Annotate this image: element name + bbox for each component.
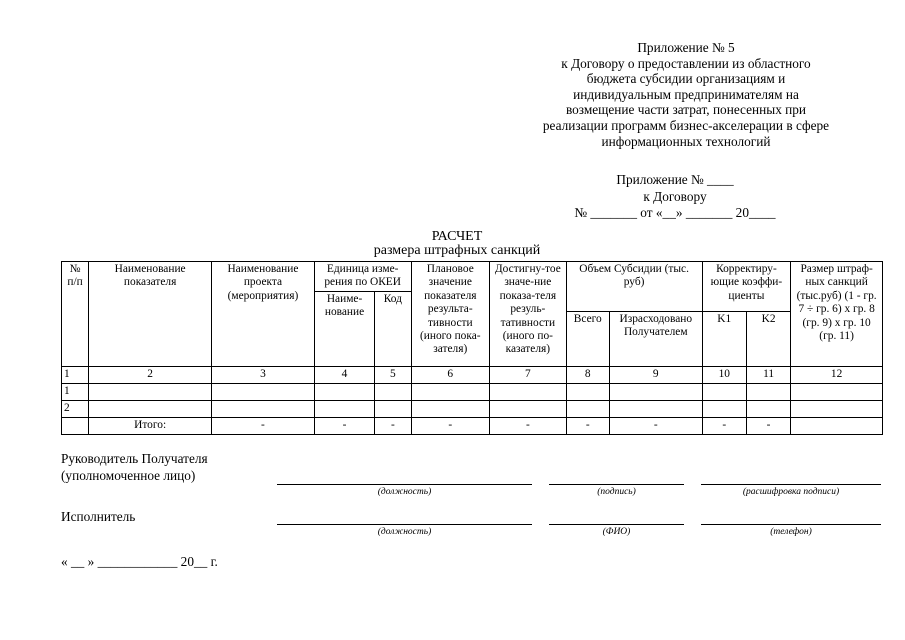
annex-line: реализации программ бизнес-акселерации в сфере (542, 117, 830, 133)
table-cell[interactable] (746, 383, 790, 400)
head-decoding-caption: (расшифровка подписи) (742, 487, 840, 497)
total-cell: - (566, 417, 609, 434)
header-no: № п/п (62, 262, 89, 367)
annex-contract-header (545, 172, 805, 222)
table-cell[interactable] (609, 400, 702, 417)
total-label: Итого: (89, 417, 212, 434)
total-cell: - (490, 417, 567, 434)
head-signature-caption: (подпись) (597, 487, 636, 497)
executor-phone-line[interactable] (701, 524, 881, 525)
header-subsidy-spent: Израсходовано Получателем (609, 311, 702, 366)
table-cell (791, 417, 883, 434)
executor-position-line[interactable] (277, 524, 532, 525)
row-number: 1 (62, 383, 89, 400)
total-cell: - (746, 417, 790, 434)
annex-contract-date: № _______ от «__» _______ 20____ (574, 205, 776, 220)
table-cell[interactable] (411, 383, 490, 400)
table-cell[interactable] (314, 400, 374, 417)
column-number: 12 (791, 366, 883, 383)
total-cell: - (411, 417, 490, 434)
header-k1: K1 (702, 311, 746, 366)
header-unit-code: Код (375, 291, 411, 366)
header-unit-name: Наиме-нование (314, 291, 374, 366)
table-cell[interactable] (411, 400, 490, 417)
header-indicator-name: Наименование показателя (89, 262, 212, 367)
total-cell: - (375, 417, 411, 434)
column-number: 9 (609, 366, 702, 383)
table-cell[interactable] (212, 400, 315, 417)
header-unit-group: Единица изме-рения по ОКЕИ (314, 262, 411, 292)
column-number: 8 (566, 366, 609, 383)
annex-line: к Договору о предоставлении из областного (561, 55, 811, 71)
annex-contract-ref: к Договору (643, 188, 707, 204)
column-number: 5 (375, 366, 411, 383)
header-subsidy-group: Объем Субсидии (тыс. руб) (566, 262, 702, 312)
table-cell[interactable] (566, 400, 609, 417)
executor-name-caption: (ФИО) (602, 527, 631, 537)
column-number: 11 (746, 366, 790, 383)
header-achieved: Достигну-тое значе-ние показа-теля резуль-тативности (иного по-казателя) (490, 262, 567, 367)
table-cell[interactable] (702, 383, 746, 400)
head-signature-line[interactable] (549, 484, 684, 485)
annex-contract-number: Приложение № ____ (616, 172, 734, 187)
header-penalty: Размер штраф-ных санкций (тыс.руб) (1 - гр. 7 ÷ гр. 6) x гр. 8 (гр. 9) x гр. 10 (гр. 11) (791, 262, 883, 367)
total-cell: - (314, 417, 374, 434)
title-line-1: РАСЧЕТ (431, 229, 483, 244)
head-label-line-1: Руководитель Получателя (61, 451, 208, 466)
header-planned: Плановое значение показателя результа-тивности (иного пока-зателя) (411, 262, 490, 367)
title-line-2: размера штрафных санкций (373, 243, 541, 258)
executor-position-caption: (должность) (377, 527, 432, 537)
annex-line: Приложение № 5 (637, 40, 735, 55)
header-coef-group: Корректиру-ющие коэффи-циенты (702, 262, 791, 312)
column-number: 3 (212, 366, 315, 383)
table-cell[interactable] (490, 400, 567, 417)
head-position-line[interactable] (277, 484, 532, 485)
head-decoding-line[interactable] (701, 484, 881, 485)
column-number: 10 (702, 366, 746, 383)
table-cell[interactable] (212, 383, 315, 400)
table-cell[interactable] (566, 383, 609, 400)
table-cell[interactable] (89, 383, 212, 400)
column-number: 4 (314, 366, 374, 383)
total-row (62, 417, 883, 434)
date-line: « __ » ____________ 20__ г. (61, 554, 218, 569)
table-cell[interactable] (375, 400, 411, 417)
table-cell (62, 417, 89, 434)
table-cell[interactable] (791, 400, 883, 417)
head-label-line-2: (уполномоченное лицо) (61, 467, 196, 483)
annex-main-header (508, 40, 864, 149)
table-cell[interactable] (375, 383, 411, 400)
column-number: 6 (411, 366, 490, 383)
table-cell[interactable] (609, 383, 702, 400)
table-cell[interactable] (314, 383, 374, 400)
executor-label: Исполнитель (61, 509, 136, 524)
annex-line: индивидуальным предпринимателям на (573, 86, 799, 102)
executor-phone-caption: (телефон) (770, 527, 812, 537)
table-row (62, 383, 883, 400)
header-subsidy-total: Всего (566, 311, 609, 366)
table-cell[interactable] (746, 400, 790, 417)
head-label (61, 451, 208, 484)
total-cell: - (609, 417, 702, 434)
annex-line: информационных технологий (601, 133, 771, 149)
document-title (300, 230, 614, 258)
total-cell: - (212, 417, 315, 434)
total-cell: - (702, 417, 746, 434)
table-row (62, 400, 883, 417)
header-project-name: Наименование проекта (мероприятия) (212, 262, 315, 367)
header-k2: K2 (746, 311, 790, 366)
column-number-row (62, 366, 883, 383)
column-number: 2 (89, 366, 212, 383)
table-cell[interactable] (490, 383, 567, 400)
column-number: 1 (62, 366, 89, 383)
penalty-table (61, 261, 883, 435)
executor-name-line[interactable] (549, 524, 684, 525)
table-cell[interactable] (791, 383, 883, 400)
column-number: 7 (490, 366, 567, 383)
row-number: 2 (62, 400, 89, 417)
annex-line: бюджета субсидии организациям и (586, 71, 786, 87)
table-cell[interactable] (89, 400, 212, 417)
head-position-caption: (должность) (377, 487, 432, 497)
annex-line: возмещение части затрат, понесенных при (565, 102, 807, 118)
table-cell[interactable] (702, 400, 746, 417)
